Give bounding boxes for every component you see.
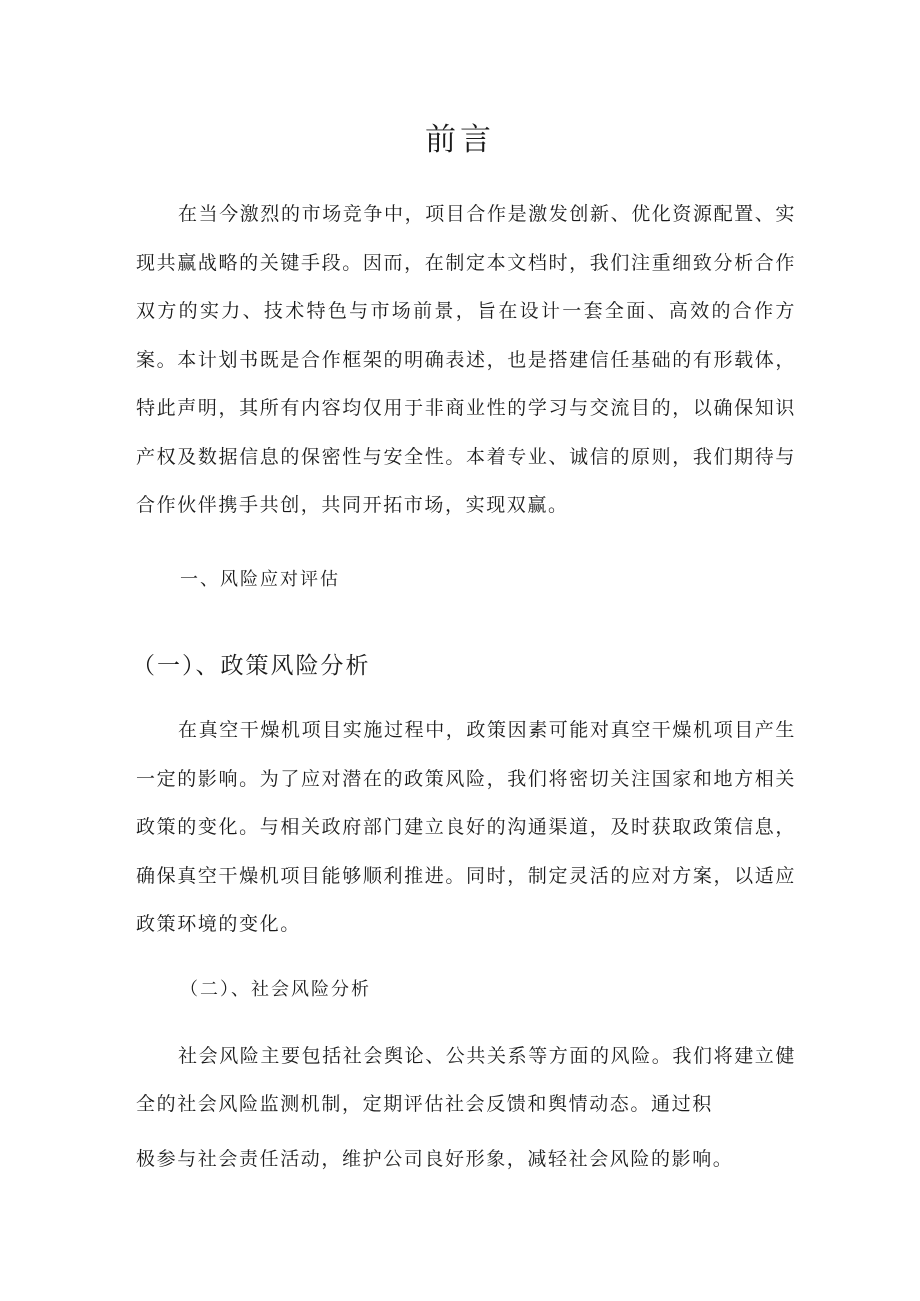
- social-risk-line-2: 全的社会风险监测机制，定期评估社会反馈和舆情动态。通过积: [136, 1093, 713, 1115]
- intro-paragraph: 在当今激烈的市场竞争中，项目合作是激发创新、优化资源配置、实现共赢战略的关键手段。因而，在制定本文档时，我们注重细致分析合作双方的实力、技术特色与市场前景，旨在设计一套全面、高效的合作方案。本计划书既是合作框架的明确表述，也是搭建信任基础的有形载体，特此声明，其所有内容均仅用于非商业性的学习与交流目的，以确保知识产权及数据信息的保密性与安全性。本着专业、诚信的原则，我们期待与合作伙伴携手共创，共同开拓市场，实现双赢。: [136, 203, 797, 516]
- social-risk-line-1: 社会风险主要包括社会舆论、公共关系等方面的风险。我们将建立健: [178, 1045, 797, 1067]
- section-heading-risk-assessment: 一、风险应对评估: [180, 569, 340, 590]
- subsection-heading-policy-risk: （一）、政策风险分析: [132, 653, 371, 679]
- social-risk-line-3: 极参与社会责任活动，维护公司良好形象，减轻社会风险的影响。: [136, 1148, 734, 1170]
- policy-risk-paragraph: 在真空干燥机项目实施过程中，政策因素可能对真空干燥机项目产生一定的影响。为了应对潜在的政策风险，我们将密切关注国家和地方相关政策的变化。与相关政府部门建立良好的沟通渠道，及时获取政策信息，确保真空干燥机项目能够顺利推进。同时，制定灵活的应对方案，以适应政策环境的变化。: [136, 719, 797, 935]
- subsection-heading-social-risk: （二）、社会风险分析: [180, 979, 371, 1000]
- page-title: 前言: [425, 122, 495, 158]
